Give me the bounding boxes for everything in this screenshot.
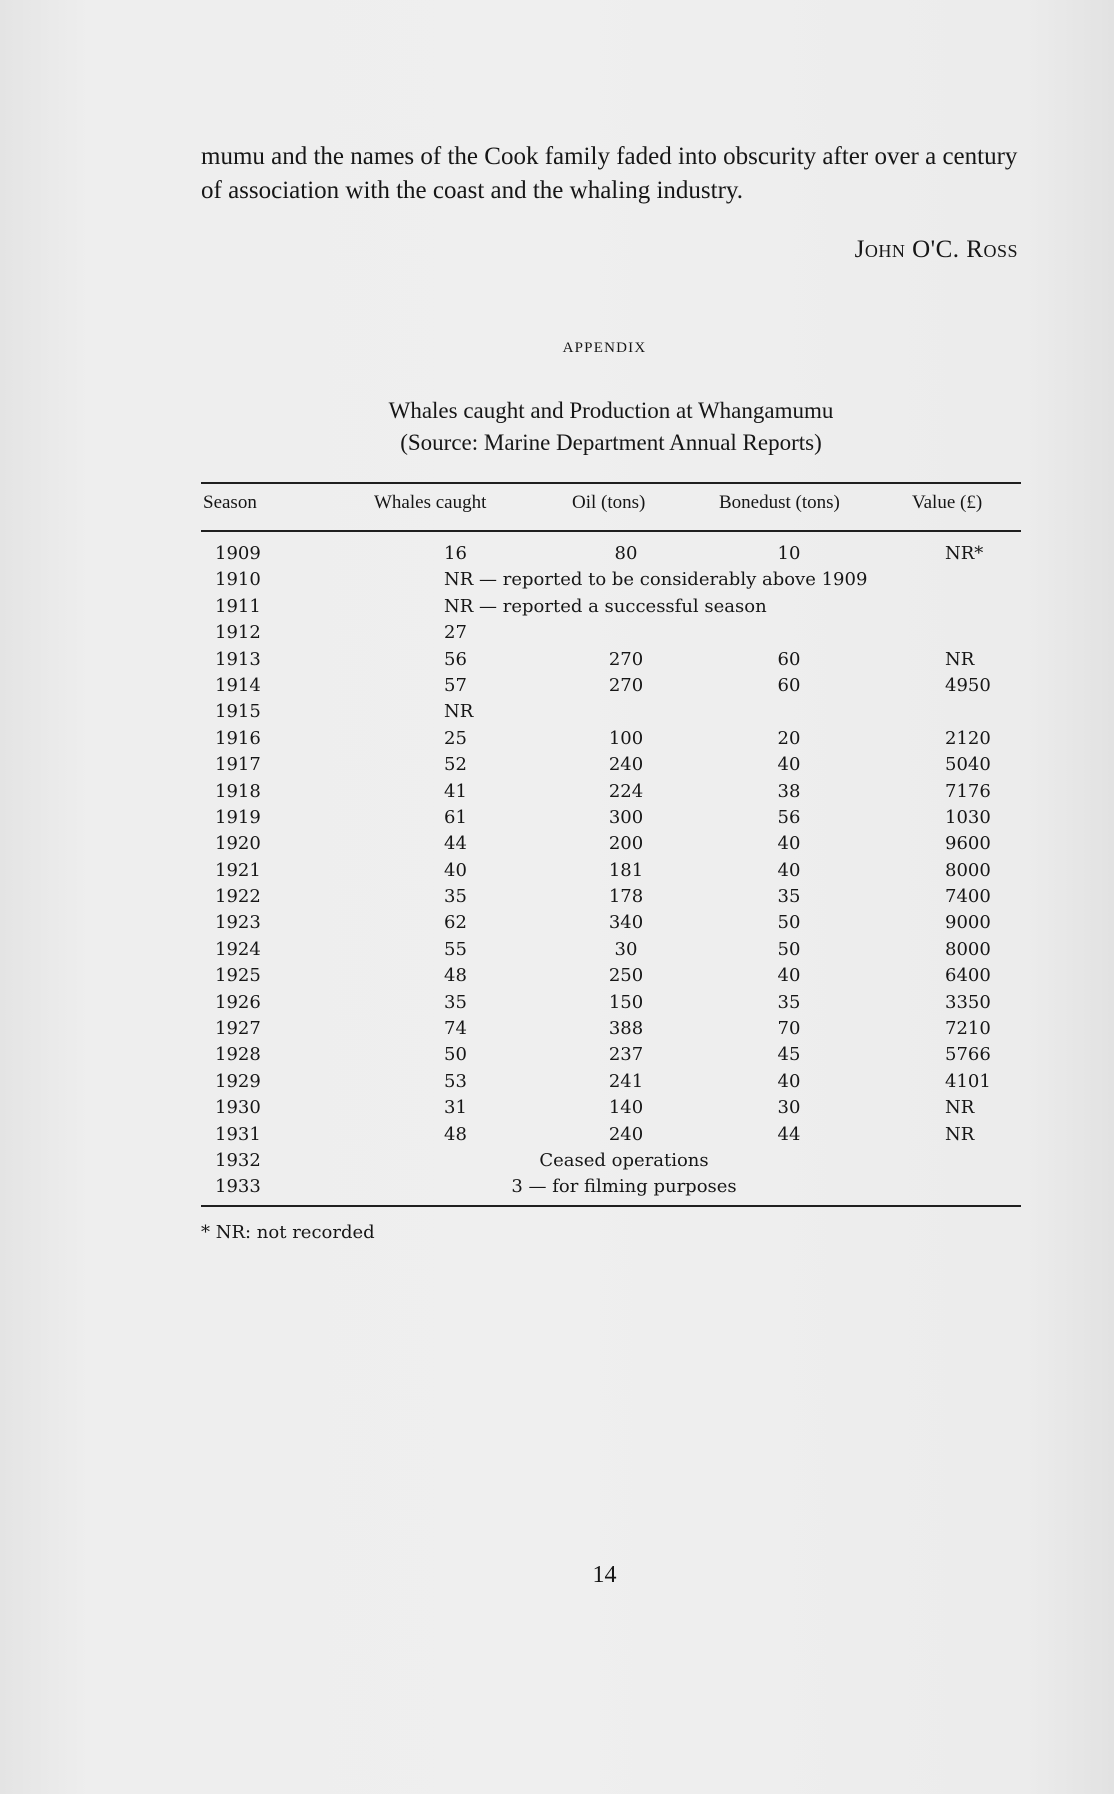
cell-season: 1924 (215, 938, 261, 960)
cell-oil: 270 (608, 648, 644, 670)
table-row (201, 1068, 1021, 1094)
header-bonedust: Bonedust (tons) (719, 492, 840, 513)
table-row (201, 830, 1021, 856)
cell-oil: 241 (608, 1070, 644, 1092)
page-number: 14 (592, 1562, 617, 1588)
cell-whales: 52 (444, 754, 467, 776)
cell-whales: 62 (444, 912, 467, 934)
cell-bonedust: 70 (777, 1018, 801, 1040)
cell-value: 2120 (945, 727, 991, 749)
cell-oil: 300 (608, 806, 644, 828)
cell-span: 3 — for filming purposes (511, 1176, 737, 1198)
cell-oil: 250 (608, 965, 644, 987)
cell-oil: 100 (608, 727, 644, 749)
cell-season: 1933 (215, 1176, 261, 1198)
cell-value: 1030 (945, 806, 991, 828)
cell-whales: 31 (444, 1097, 467, 1119)
cell-value: 3350 (945, 991, 991, 1013)
cell-whales: 27 (444, 622, 467, 644)
cell-season: 1921 (215, 859, 261, 881)
header-whales: Whales caught (374, 492, 487, 513)
cell-bonedust: 38 (777, 780, 801, 802)
cell-bonedust: 56 (777, 806, 801, 828)
cell-season: 1923 (215, 912, 261, 934)
table-body (201, 540, 1021, 1200)
intro-paragraph: mumu and the names of the Cook family faded into obscurity after over a century of association with the coast and the whaling industry. (201, 143, 1018, 204)
table-title-line-1: Whales caught and Production at Whangamumu (388, 398, 834, 423)
cell-whales: 48 (444, 1123, 467, 1145)
table-row (201, 857, 1021, 883)
cell-note: NR — reported a successful season (444, 595, 767, 617)
table-row (201, 646, 1021, 672)
cell-value: 7176 (945, 780, 991, 802)
cell-bonedust: 30 (777, 1097, 801, 1119)
cell-value: 9600 (945, 833, 991, 855)
cell-oil: 181 (608, 859, 644, 881)
table-header-rule (201, 530, 1021, 532)
cell-bonedust: 40 (777, 965, 801, 987)
cell-span: Ceased operations (539, 1149, 709, 1171)
cell-bonedust: 20 (777, 727, 801, 749)
cell-whales: 74 (444, 1018, 467, 1040)
cell-season: 1911 (215, 595, 261, 617)
table-row (201, 1173, 1021, 1199)
table-row (201, 909, 1021, 935)
cell-oil: 178 (608, 886, 644, 908)
table-row (201, 1147, 1021, 1173)
cell-bonedust: 50 (777, 912, 801, 934)
cell-bonedust: 40 (777, 859, 801, 881)
cell-season: 1930 (215, 1097, 261, 1119)
cell-season: 1932 (215, 1149, 261, 1171)
cell-season: 1914 (215, 674, 261, 696)
cell-bonedust: 40 (777, 833, 801, 855)
table-row (201, 989, 1021, 1015)
cell-value: NR (945, 1097, 975, 1119)
cell-value: 4950 (945, 674, 991, 696)
table-header-row (201, 490, 1021, 520)
cell-whales: 48 (444, 965, 467, 987)
cell-oil: 240 (608, 1123, 644, 1145)
cell-value: NR (945, 1123, 975, 1145)
cell-whales: 25 (444, 727, 467, 749)
cell-whales: 57 (444, 674, 467, 696)
cell-oil: 80 (614, 543, 638, 564)
cell-whales: 35 (444, 991, 467, 1013)
cell-oil: 340 (608, 912, 644, 934)
cell-whales: 40 (444, 859, 467, 881)
cell-whales: 61 (444, 806, 467, 828)
cell-season: 1910 (215, 569, 261, 591)
table-row (201, 619, 1021, 645)
cell-note: NR — reported to be considerably above 1909 (444, 569, 868, 591)
appendix-heading: APPENDIX (562, 340, 647, 356)
table-row (201, 1041, 1021, 1067)
cell-whales: 44 (444, 833, 467, 855)
table-row (201, 725, 1021, 751)
table-row (201, 804, 1021, 830)
cell-value: 6400 (945, 965, 991, 987)
cell-season: 1927 (215, 1018, 261, 1040)
cell-value: NR* (945, 543, 984, 564)
cell-bonedust: 45 (777, 1044, 801, 1066)
cell-value: 8000 (945, 859, 991, 881)
table-row (201, 698, 1021, 724)
cell-season: 1931 (215, 1123, 261, 1145)
cell-season: 1917 (215, 754, 261, 776)
cell-season: 1922 (215, 886, 261, 908)
cell-whales: 35 (444, 886, 467, 908)
cell-value: 8000 (945, 938, 991, 960)
cell-season: 1926 (215, 991, 261, 1013)
cell-bonedust: 40 (777, 1070, 801, 1092)
table-row (201, 936, 1021, 962)
cell-season: 1929 (215, 1070, 261, 1092)
cell-bonedust: 50 (777, 938, 801, 960)
table-row (201, 540, 1021, 566)
cell-value: 7210 (945, 1018, 991, 1040)
table-row (201, 1015, 1021, 1041)
table-footnote: * NR: not recorded (201, 1222, 375, 1243)
cell-whales: 41 (444, 780, 467, 802)
cell-oil: 224 (608, 780, 644, 802)
cell-bonedust: 60 (777, 674, 801, 696)
cell-whales: 50 (444, 1044, 467, 1066)
cell-bonedust: 35 (777, 991, 801, 1013)
cell-season: 1919 (215, 806, 261, 828)
table-row (201, 1094, 1021, 1120)
cell-oil: 240 (608, 754, 644, 776)
table-row (201, 672, 1021, 698)
table-bottom-rule (201, 1205, 1021, 1207)
cell-bonedust: 44 (777, 1123, 801, 1145)
table-title-line-2: (Source: Marine Department Annual Reports) (400, 430, 822, 455)
cell-oil: 30 (614, 938, 638, 960)
cell-bonedust: 10 (777, 543, 801, 564)
header-season: Season (203, 492, 257, 513)
cell-whales: 56 (444, 648, 467, 670)
cell-oil: 388 (608, 1018, 644, 1040)
cell-whales: 55 (444, 938, 467, 960)
cell-bonedust: 60 (777, 648, 801, 670)
cell-bonedust: 35 (777, 886, 801, 908)
cell-whales: 53 (444, 1070, 467, 1092)
table-row (201, 593, 1021, 619)
table-row (201, 566, 1021, 592)
table-row (201, 751, 1021, 777)
cell-oil: 150 (608, 991, 644, 1013)
cell-oil: 140 (608, 1097, 644, 1119)
cell-value: 7400 (945, 886, 991, 908)
table-row (201, 1121, 1021, 1147)
cell-season: 1909 (215, 543, 261, 564)
cell-value: 9000 (945, 912, 991, 934)
cell-season: 1912 (215, 622, 261, 644)
cell-whales: 16 (444, 543, 467, 564)
cell-value: 5040 (945, 754, 991, 776)
cell-oil: 237 (608, 1044, 644, 1066)
cell-season: 1915 (215, 701, 261, 723)
cell-value: 5766 (945, 1044, 991, 1066)
author-signature: John O'C. Ross (854, 236, 1018, 263)
cell-season: 1925 (215, 965, 261, 987)
cell-season: 1913 (215, 648, 261, 670)
table-title (201, 395, 1021, 459)
cell-oil: 200 (608, 833, 644, 855)
cell-oil: 270 (608, 674, 644, 696)
cell-whales: NR (444, 701, 474, 723)
cell-bonedust: 40 (777, 754, 801, 776)
table-row (201, 962, 1021, 988)
cell-season: 1918 (215, 780, 261, 802)
cell-season: 1920 (215, 833, 261, 855)
cell-value: NR (945, 648, 975, 670)
table-top-rule (201, 482, 1021, 484)
cell-season: 1928 (215, 1044, 261, 1066)
header-value: Value (£) (912, 492, 983, 513)
cell-season: 1916 (215, 727, 261, 749)
header-oil: Oil (tons) (572, 492, 646, 513)
cell-value: 4101 (945, 1070, 991, 1092)
table-row (201, 883, 1021, 909)
table-row (201, 778, 1021, 804)
